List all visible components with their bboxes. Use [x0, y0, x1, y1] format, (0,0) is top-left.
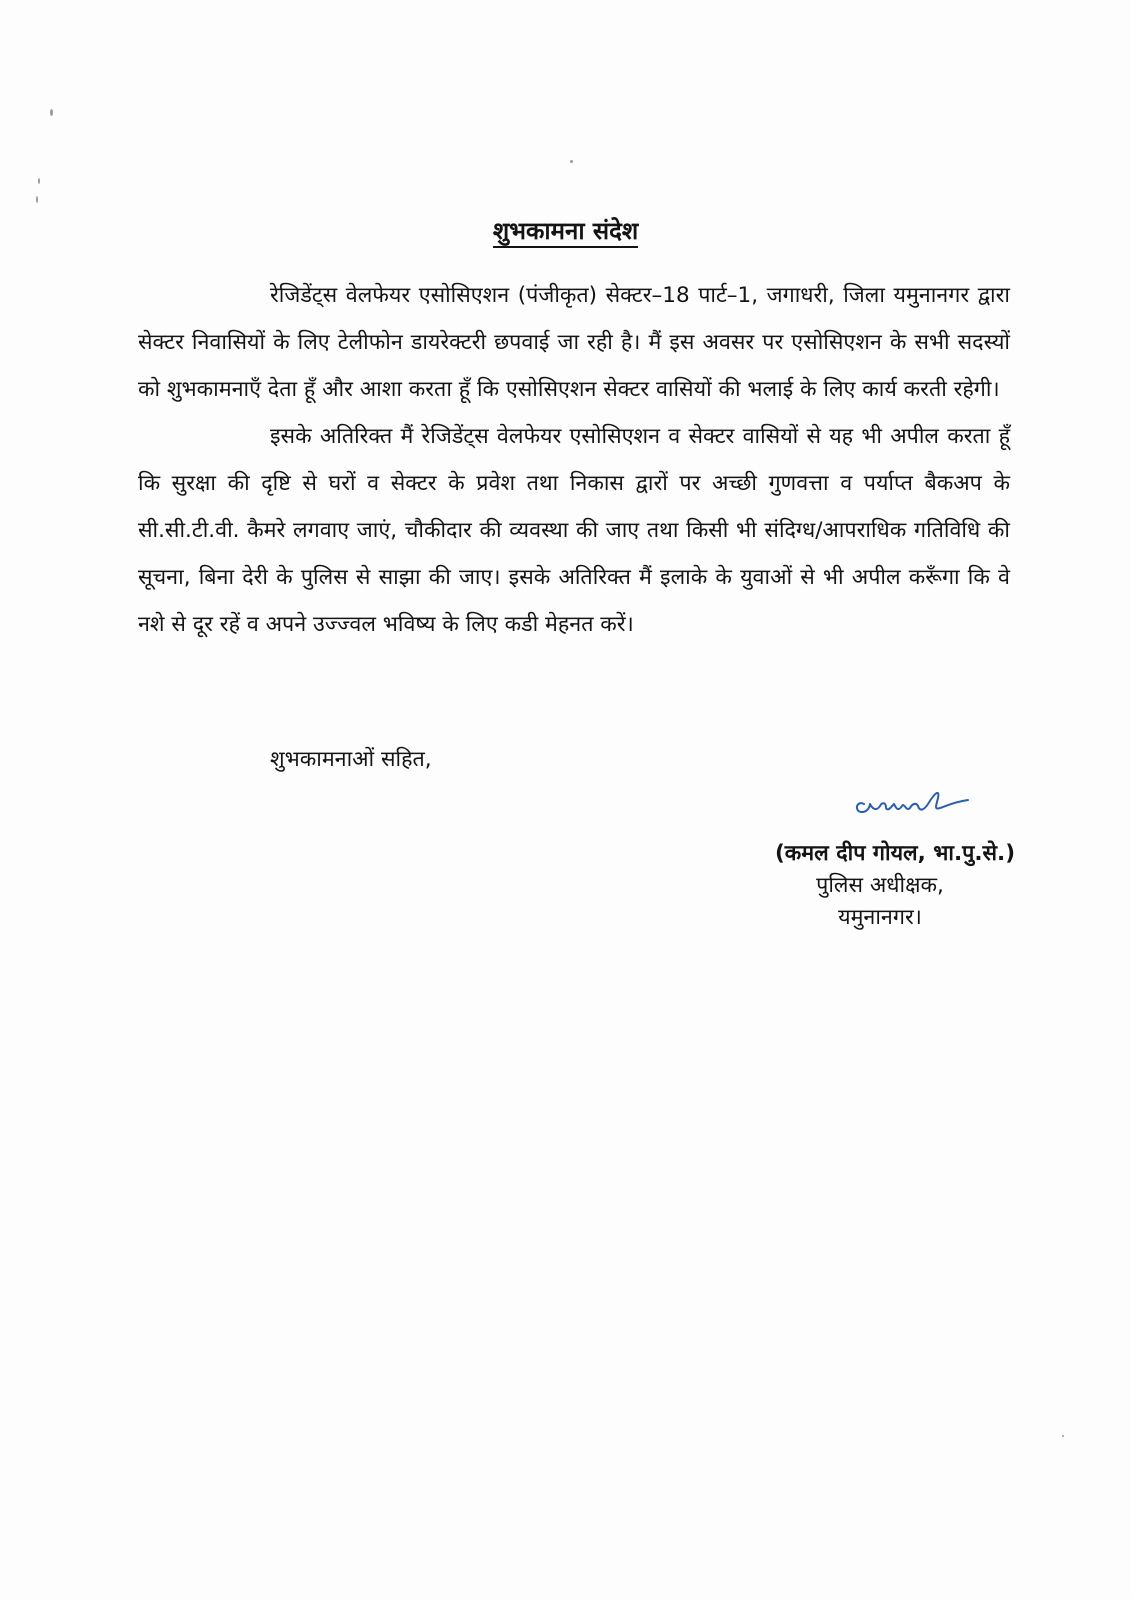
signatory-name: (कमल दीप गोयल, भा.पु.से.): [774, 841, 1016, 866]
signatory-designation: पुलिस अधीक्षक,: [816, 873, 944, 898]
letter-title: [0, 214, 1131, 247]
scan-speck: [38, 178, 40, 184]
scan-speck: [50, 109, 53, 116]
letter-body: [138, 272, 1010, 648]
closing-line: शुभकामनाओं सहित,: [270, 747, 432, 772]
body-paragraph-2: इसके अतिरिक्त मैं रेजिडेंट्स वेलफेयर एसोसिएशन व सेक्टर वासियों से यह भी अपील करता हूँ कि सुरक्षा की दृष्टि से घरों व सेक्टर के प्रवेश तथा निकास द्वारों पर अच्छी गुणवत्ता व पर्याप्त बैकअप के सी.सी.टी.वी. कैमरे लगवाए जाएं, चौकीदार की व्यवस्था की जाए तथा किसी भी संदिग्ध/आपराधिक गतिविधि की सूचना, बिना देरी के पुलिस से साझा की जाए। इसके अतिरिक्त मैं इलाके के युवाओं से भी अपील करूँगा कि वे नशे से दूर रहें व अपने उज्ज्वल भविष्य के लिए कडी मेहनत करें।: [138, 424, 1010, 637]
signature: [850, 782, 980, 822]
scan-speck: [1062, 1435, 1064, 1437]
signatory-block: [700, 838, 1060, 934]
body-paragraph-1: रेजिडेंट्स वेलफेयर एसोसिएशन (पंजीकृत) सेक्टर–18 पार्ट–1, जगाधरी, जिला यमुनानगर द्वारा सेक्टर निवासियों के लिए टेलीफोन डायरेक्टरी छपवाई जा रही है। मैं इस अवसर पर एसोसिएशन के सभी सदस्यों को शुभकामनाएँ देता हूँ और आशा करता हूँ कि एसोसिएशन सेक्टर वासियों की भलाई के लिए कार्य करती रहेगी।: [138, 283, 1010, 402]
scan-speck: [570, 160, 573, 163]
letter-title-text: शुभकामना संदेश: [493, 217, 638, 248]
signatory-location: यमुनानगर।: [838, 905, 922, 930]
scan-speck: [36, 196, 38, 203]
